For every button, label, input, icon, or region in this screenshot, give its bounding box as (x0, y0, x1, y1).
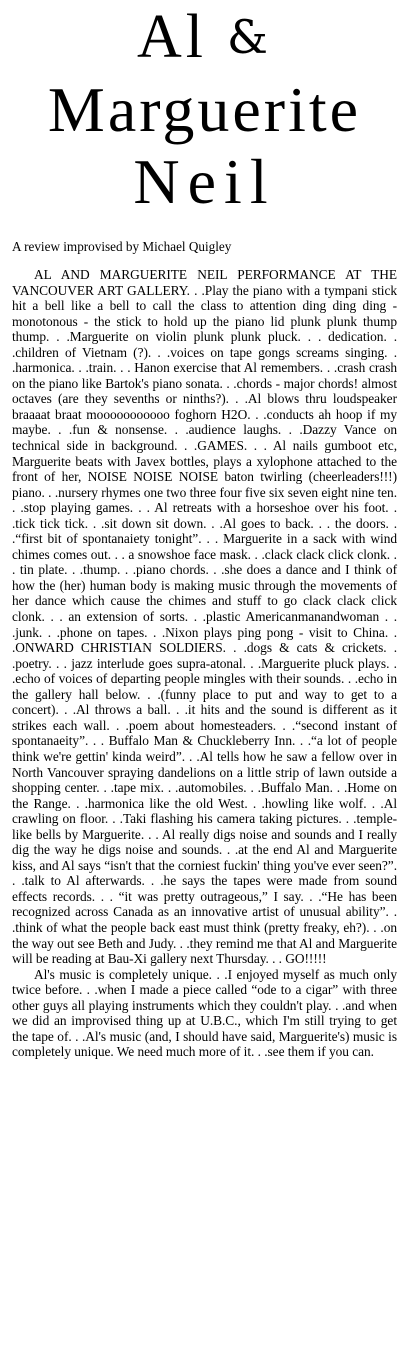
title-name-al: Al (137, 3, 208, 71)
title-ampersand: & (227, 10, 272, 64)
byline: A review improvised by Michael Quigley (12, 239, 232, 254)
article-title (12, 3, 397, 217)
review-paragraph-1: AL AND MARGUERITE NEIL PERFORMANCE AT THE VANCOUVER ART GALLERY. . .Play the piano with a tympani stick hit a bell like a bell to call the class to attention ding ding ding - monotonous - the stick to hold up the piano lid plunk plunk thump thump. . .Marguerite on violin plunk plunk pluck. . . dedication. . .children of Vietnam (?). . .voices on tape gongs screams singing. . .harmonica. . .train. . . Hanon exercise that Al remembers. . .crash crash on the piano like Bartok's piano sonata. . .chords - major chords! almost octaves (are they sevenths or ninths?). . .Al blows thru loudspeaker braaaat braat mooooooooooo foghorn H2O. . .conducts ah hoop if my maybe. . .fun & nonsense. . .audience laughs. . .Dazzy Vance on technical side in background. . .GAMES. . . Al nails gumboot etc, Marguerite beats with Javex bottles, plays a xylophone attached to the front of her, NOISE NOISE NOISE baton twirling (cheerleaders!!!) piano. . .nursery rhymes one two three four five six seven eight nine ten. . .stop playing games. . . Al retreats with a horseshoe over his foot. . .tick tick tick. . .sit down sit down. . .Al goes to back. . . the doors. . .“first bit of spontanaiety tonight”. . . Marguerite in a sack with wind chimes comes out. . . a snowshoe face mask. . .clack clack click clonk. . . tin plate. . .thump. . .piano chords. . .she does a dance and I think of how the (her) human body is making music through the movements of her dance which cause the chimes and stuff to go clack clack click clonk. . . an extension of sorts. . .plastic Americanmanandwoman . . .junk. . .phone on tapes. . .Nixon plays ping pong - visit to China. . .ONWARD CHRISTIAN SOLDIERS. . .dogs & cats & crickets. . .poetry. . . jazz interlude goes supra-atonal. . .Marguerite pluck plays. . .echo of voices of departing people mingles with their sounds. . .echo in the gallery hall below. . .(funny place to put and way to get to a concert). . .Al throws a ball. . .it hits and the sound is different as it strikes each wall. . .poem about homesteaders. . .“second instant of spontanaeity”. . . Buffalo Man & Chuckleberry Inn. . .“a lot of people think we're gettin' kinda weird”. . .Al tells how he saw a fellow over in North Vancouver spraying dandelions on a little strip of lawn outside a shopping center. . .tape mix. . .automobiles. . .Buffalo Man. . .Home on the Range. . .harmonica like the old West. . .howling like wolf. . .Al crawling on floor. . .Taki flashing his camera taking pictures. . .temple-like bells by Marguerite. . . Al really digs noise and sounds and I really dig the way he digs noise and sounds. . .at the end Al and Marguerite kiss, and Al says “isn't that the corniest fuckin' thing you've ever seen?”. . .talk to Al afterwards. . .he says the tapes were made from sound effects records. . . “it was pretty outrageous,” I say. . .“He has been recognized across Canada as an innovative artist of unusual ability”. . .think of what the people back east must think (pretty freaky, eh?). . .on the way out see Beth and Judy. . .they remind me that Al and Marguerite will be reading at Bau-Xi gallery next Thursday. . . GO!!!!! (12, 267, 397, 967)
review-paragraph-2: Al's music is completely unique. . .I enjoyed myself as much only twice before. . .when I made a piece called “ode to a cigar” with three other guys all playing instruments which they couldn't play. . .and when we did an improvised thing up at U.B.C., which I'm still trying to get the tape of. . .Al's music (and, I should have said, Marguerite's) music is completely unique. We need much more of it. . .see them if you can. (12, 966, 397, 1060)
title-line-3: Neil (133, 146, 276, 217)
review-body (12, 267, 397, 1060)
title-line-1 (12, 3, 397, 71)
title-line-2: Marguerite (47, 74, 362, 145)
